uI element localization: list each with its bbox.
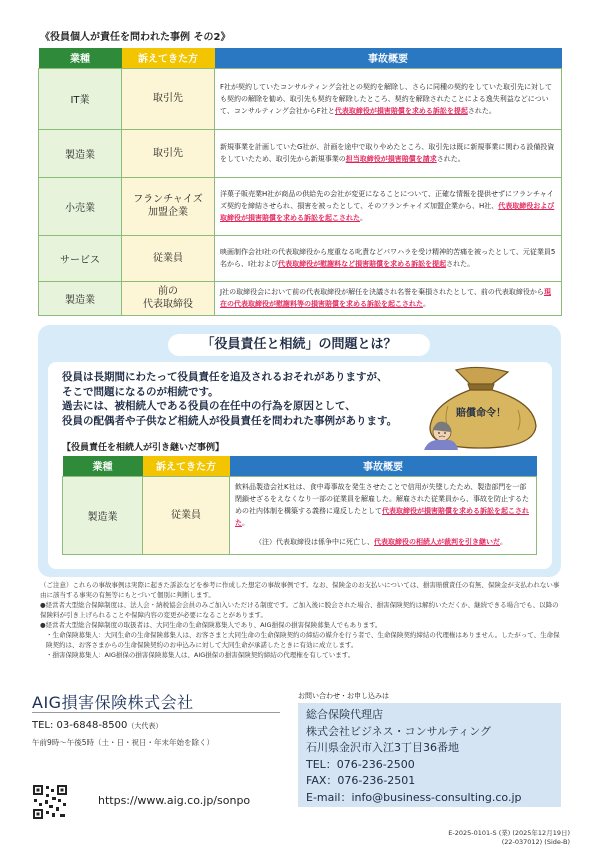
row-category: 小売業 bbox=[39, 177, 122, 235]
panel-intro: 役員は長期間にわたって役員責任を追及されるおそれがありますが、 そこで問題になるのが相続です。 過去には、被相続人である役員の在任中の行為を原因として、 役員の配偶者や子供など相続人が役員責任を問われた事例があります。 bbox=[62, 371, 398, 427]
row-category: サービス bbox=[39, 235, 122, 281]
panel-subhead: 【役員責任を相続人が引き継いだ事例】 bbox=[62, 443, 225, 453]
row-plaintiff: 前の 代表取締役 bbox=[122, 281, 215, 315]
header-plaintiff: 訴えてきた方 bbox=[143, 456, 230, 476]
footer-code: E-2025-0101-S (業) (2025年12月19日) bbox=[448, 829, 570, 837]
table-header-row bbox=[63, 456, 537, 476]
row-category: 製造業 bbox=[39, 129, 122, 177]
company-divider bbox=[32, 712, 280, 713]
agency-caption: お問い合わせ・お申し込みは bbox=[298, 692, 389, 700]
table-header-row bbox=[39, 48, 562, 68]
table-row bbox=[39, 177, 562, 235]
note-item: ●経営者大型総合保障制度は、法人会・納税協会会員のみご加入いただける制度です。ご加入後に脱会された場合、損害保険契約は解約いただくか、継続できる場合でも、以降の保険料が引き上げられることや保障内容の変更が必要になることがあります。 bbox=[40, 601, 559, 619]
agency-line: 株式会社ビジネス・コンサルティング bbox=[306, 724, 492, 738]
agency-box bbox=[298, 703, 561, 807]
row-plaintiff: 取引先 bbox=[122, 129, 215, 177]
agency-line: 総合保険代理店 bbox=[306, 708, 383, 721]
company-tel: TEL: 03-6848-8500（大代表） bbox=[32, 720, 163, 731]
qr-code bbox=[32, 784, 68, 820]
company-url[interactable]: https://www.aig.co.jp/sonpo bbox=[98, 794, 251, 807]
row-description: F社が契約していたコンサルティング会社との契約を解除し、さらに同種の契約をしていた取引先に対しても契約の解除を勧め、取引先も契約を解除したところ、契約を解除されたことによる逸失利益などについて、コンサルティング会社からF社と代表取締役が損害賠償を求める訴訟を提起された。 bbox=[215, 68, 562, 129]
note-item: ・損害保険募集人：AIG損保の損害保険募集人は、AIG損保の損害保険契約締結の代理権を有しています。 bbox=[46, 651, 355, 659]
cases-table bbox=[38, 48, 562, 316]
company-name: AIG損害保険株式会社 bbox=[32, 693, 194, 712]
panel-title: 「役員責任と相続」の問題とは？ bbox=[168, 334, 430, 356]
table-row bbox=[39, 235, 562, 281]
row-description: 洋菓子販売業H社が商品の供給先の会社が変更になることについて、正確な情報を提供せずにフランチャイズ契約を締結させられ、損害を被ったとして、そのフランチャイズ加盟企業から、H社、代表取締役および取締役が損害賠償を求める訴訟を起こされた。 bbox=[215, 177, 562, 235]
agency-line: TEL：076-236-2500 bbox=[306, 757, 415, 771]
company-hours: 午前9時～午後5時（土・日・祝日・年末年始を除く） bbox=[32, 738, 215, 747]
footer-code: (22-037012) (Side-B) bbox=[501, 838, 570, 846]
table-row bbox=[39, 129, 562, 177]
agency-line: 石川県金沢市入江3丁目36番地 bbox=[306, 741, 459, 754]
agency-line: FAX：076-236-2501 bbox=[306, 774, 416, 787]
header-summary: 事故概要 bbox=[215, 48, 562, 68]
notes bbox=[40, 580, 560, 660]
row-description: 飲料品製造会社K社は、食中毒事故を発生させたことで信用が失墜したため、製造部門を一部閉鎖せざるをえなくなり一部の従業員を解雇した。解雇された従業員から、事故を防止するための社内体制を構築する義務に違反したとして代表取締役が損害賠償を求める訴訟を起こされた。 （注）代表取締役は係争中に死亡し、代表取締役の相続人が裁判を引き継いだ。 bbox=[230, 476, 537, 554]
table-row bbox=[39, 68, 562, 129]
row-description: 新規事業を計画していたG社が、計画を途中で取りやめたところ、取引先は既に新規事業に関わる設備投資をしていたため、取引先から新規事業の担当取締役が損害賠償を請求された。 bbox=[215, 129, 562, 177]
note-item: ・生命保険募集人：大同生命の生命保険募集人は、お客さまと大同生命の生命保険契約の締結の媒介を行う者で、生命保険契約締結の代理権はありません。したがって、生命保険契約は、お客さまからの生命保険契約のお申込みに対して大同生命が承諾したときに有効に成立します。 bbox=[46, 631, 560, 649]
note-item: （ご注意）これらの事故事例は実際に起きた訴訟などを参考に作成した想定の事故事例です。なお、保険金のお支払いについては、損害賠償責任の有無、保険金が支払われない事由に該当する事実の有無等にもとづいて個別に判断します。 bbox=[40, 581, 560, 599]
header-plaintiff: 訴えてきた方 bbox=[122, 48, 215, 68]
header-summary: 事故概要 bbox=[230, 456, 537, 476]
note-item: ●経営者大型総合保障制度の取扱者は、大同生命の生命保険募集人であり、AIG損保の損害保険募集人でもあります。 bbox=[40, 621, 382, 629]
row-plaintiff: 従業員 bbox=[122, 235, 215, 281]
row-category: IT業 bbox=[39, 68, 122, 129]
bag-label: 賠償命令！ bbox=[456, 408, 506, 419]
row-category: 製造業 bbox=[63, 476, 143, 554]
agency-line: E-mail：info@business-consulting.co.jp bbox=[306, 790, 522, 804]
table-row bbox=[63, 476, 537, 554]
row-plaintiff: 取引先 bbox=[122, 68, 215, 129]
row-plaintiff: 従業員 bbox=[143, 476, 230, 554]
row-description: 映画制作会社I社の代表取締役から度重なる叱責などパワハラを受け精神的苦痛を被ったとして、元従業員5名から、I社および代表取締役が慰謝料など損害賠償を求める訴訟を提起された。 bbox=[215, 235, 562, 281]
header-category: 業種 bbox=[39, 48, 122, 68]
table-row bbox=[39, 281, 562, 315]
row-plaintiff: フランチャイズ 加盟企業 bbox=[122, 177, 215, 235]
row-description: J社の取締役会において前の代表取締役が解任を決議され名誉を棄損されたとして、前の代表取締役から現在の代表取締役が慰謝料等の損害賠償を求める訴訟を起こされた。 bbox=[215, 281, 562, 315]
row-category: 製造業 bbox=[39, 281, 122, 315]
inheritance-table bbox=[62, 456, 537, 555]
section-title: 《役員個人が責任を問われた事例 その2》 bbox=[40, 32, 231, 43]
header-category: 業種 bbox=[63, 456, 143, 476]
